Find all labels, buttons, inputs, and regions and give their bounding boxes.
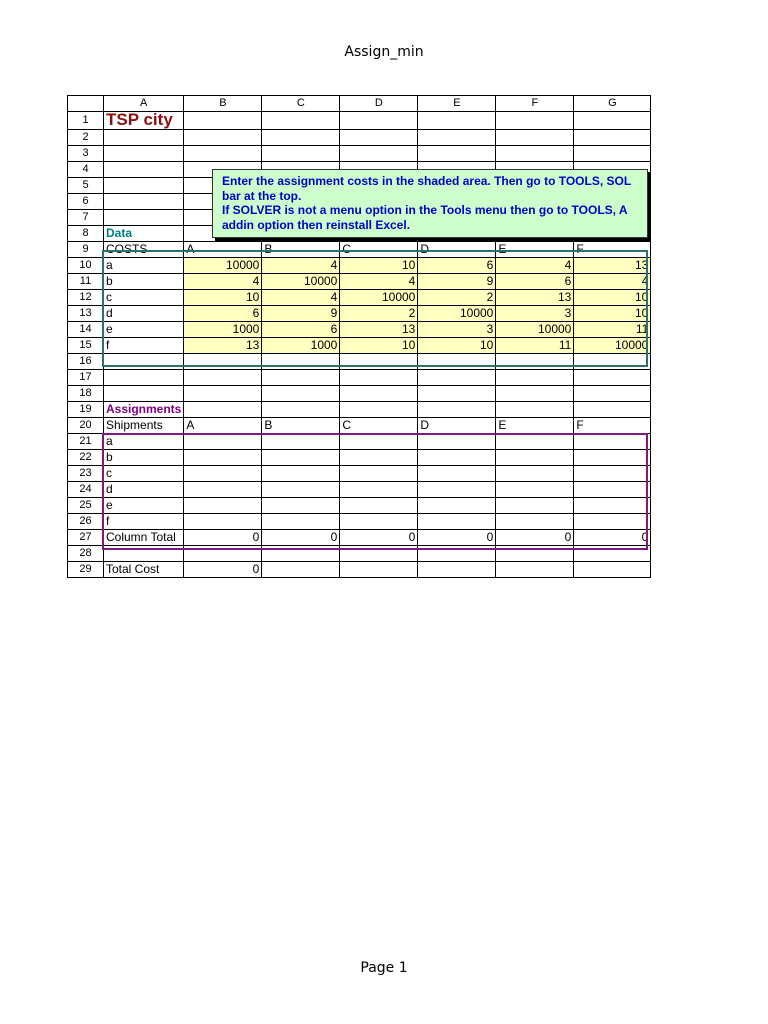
cell[interactable] [104, 162, 184, 178]
cell[interactable] [262, 546, 340, 562]
cost-value-cell[interactable]: 6 [418, 258, 496, 274]
cost-value-cell[interactable]: 13 [340, 322, 418, 338]
cost-value-cell[interactable]: 3 [418, 322, 496, 338]
cell[interactable] [496, 354, 574, 370]
row-header: 23 [68, 466, 104, 482]
cell[interactable] [574, 466, 651, 482]
cell-a1[interactable] [104, 112, 184, 130]
spreadsheet-grid [67, 95, 651, 578]
table-row [68, 498, 651, 514]
row-header: 4 [68, 162, 104, 178]
total-cost-label[interactable]: Total Cost [104, 562, 184, 578]
assignment-column-label[interactable]: B [262, 418, 340, 434]
cell[interactable] [184, 354, 262, 370]
cell[interactable] [184, 130, 262, 146]
row-header: 22 [68, 450, 104, 466]
cell[interactable] [418, 562, 496, 578]
cell[interactable] [574, 402, 651, 418]
cell[interactable] [262, 386, 340, 402]
assignment-column-label[interactable]: E [496, 418, 574, 434]
cell[interactable] [262, 354, 340, 370]
row-header: 27 [68, 530, 104, 546]
cell[interactable] [104, 546, 184, 562]
cell[interactable] [574, 370, 651, 386]
column-header: E [418, 96, 496, 112]
cost-value-cell[interactable]: 10000 [496, 322, 574, 338]
cell[interactable] [184, 146, 262, 162]
cost-value-cell[interactable]: 4 [262, 290, 340, 306]
cost-row-label[interactable]: f [104, 338, 184, 354]
column-total-value[interactable]: 0 [340, 530, 418, 546]
table-row [68, 386, 651, 402]
cell[interactable] [418, 546, 496, 562]
column-header: G [574, 96, 651, 112]
cell[interactable] [574, 482, 651, 498]
cost-value-cell[interactable]: 10000 [574, 338, 651, 354]
cost-value-cell[interactable]: 4 [184, 274, 262, 290]
row-header: 21 [68, 434, 104, 450]
cell[interactable] [184, 482, 262, 498]
cell[interactable] [262, 112, 340, 130]
row-header: 28 [68, 546, 104, 562]
table-row [68, 146, 651, 162]
shipments-label[interactable]: Shipments [104, 418, 184, 434]
row-header: 8 [68, 226, 104, 242]
cell[interactable] [340, 386, 418, 402]
cell[interactable] [496, 466, 574, 482]
cell[interactable] [184, 514, 262, 530]
cost-value-cell[interactable]: 11 [574, 322, 651, 338]
row-header: 29 [68, 562, 104, 578]
cell[interactable] [340, 482, 418, 498]
cell[interactable] [574, 354, 651, 370]
cell[interactable] [418, 386, 496, 402]
row-header: 2 [68, 130, 104, 146]
costs-label[interactable]: COSTS [104, 242, 184, 258]
cost-column-label[interactable]: E [496, 242, 574, 258]
row-header: 19 [68, 402, 104, 418]
cell[interactable] [418, 514, 496, 530]
cost-value-cell[interactable]: 10000 [184, 258, 262, 274]
cell[interactable] [574, 514, 651, 530]
cell[interactable] [184, 450, 262, 466]
total-cost-value[interactable]: 0 [184, 562, 262, 578]
cost-value-cell[interactable]: 13 [574, 258, 651, 274]
cell[interactable] [262, 146, 340, 162]
cell[interactable] [574, 562, 651, 578]
cost-value-cell[interactable]: 13 [184, 338, 262, 354]
row-header: 14 [68, 322, 104, 338]
table-row [68, 112, 651, 130]
column-header: C [262, 96, 340, 112]
cell[interactable] [340, 498, 418, 514]
table-row [68, 258, 651, 274]
cost-value-cell[interactable]: 13 [496, 290, 574, 306]
table-row [68, 242, 651, 258]
cell[interactable] [262, 434, 340, 450]
cell[interactable] [104, 386, 184, 402]
table-row [68, 562, 651, 578]
cell[interactable] [340, 370, 418, 386]
data-section-label: Data [106, 226, 133, 240]
cell[interactable] [574, 146, 651, 162]
table-row [68, 450, 651, 466]
cell[interactable] [496, 434, 574, 450]
assignment-row-label[interactable]: b [104, 450, 184, 466]
cell[interactable] [340, 450, 418, 466]
cell[interactable] [418, 466, 496, 482]
cell[interactable] [184, 498, 262, 514]
cell[interactable] [262, 450, 340, 466]
cost-row-label[interactable]: e [104, 322, 184, 338]
cost-value-cell[interactable]: 10000 [340, 290, 418, 306]
table-row [68, 130, 651, 146]
cell[interactable] [574, 130, 651, 146]
assignment-row-label[interactable]: a [104, 434, 184, 450]
cell[interactable] [104, 370, 184, 386]
cell[interactable] [104, 354, 184, 370]
cost-value-cell[interactable]: 10 [340, 338, 418, 354]
cost-value-cell[interactable]: 2 [418, 290, 496, 306]
table-row [68, 322, 651, 338]
cost-value-cell[interactable]: 4 [574, 274, 651, 290]
cost-value-cell[interactable]: 4 [496, 258, 574, 274]
cell[interactable] [574, 434, 651, 450]
column-header: F [496, 96, 574, 112]
row-header: 1 [68, 112, 104, 130]
cell[interactable] [574, 498, 651, 514]
cell[interactable] [574, 112, 651, 130]
cell[interactable] [262, 466, 340, 482]
assignment-column-label[interactable]: D [418, 418, 496, 434]
cell[interactable] [104, 178, 184, 194]
table-row [68, 290, 651, 306]
cell[interactable] [340, 130, 418, 146]
row-header: 24 [68, 482, 104, 498]
cell[interactable] [496, 386, 574, 402]
table-row [68, 466, 651, 482]
assignment-row-label[interactable]: d [104, 482, 184, 498]
cost-value-cell[interactable]: 4 [262, 258, 340, 274]
row-header: 13 [68, 306, 104, 322]
cell[interactable] [184, 112, 262, 130]
row-header: 7 [68, 210, 104, 226]
cost-row-label[interactable]: a [104, 258, 184, 274]
column-total-value[interactable]: 0 [184, 530, 262, 546]
cost-value-cell[interactable]: 1000 [262, 338, 340, 354]
cell[interactable] [418, 130, 496, 146]
note-line: If SOLVER is not a menu option in the Tools menu then go to TOOLS, A [222, 203, 628, 217]
cell[interactable] [418, 482, 496, 498]
cell[interactable] [418, 402, 496, 418]
cell[interactable] [104, 130, 184, 146]
cell[interactable] [496, 514, 574, 530]
assignments-section-label: Assignments [106, 402, 182, 416]
column-header: B [184, 96, 262, 112]
row-header: 6 [68, 194, 104, 210]
cost-column-label[interactable]: B [262, 242, 340, 258]
column-total-value[interactable]: 0 [418, 530, 496, 546]
cell[interactable] [418, 146, 496, 162]
assignment-column-label[interactable]: F [574, 418, 651, 434]
cell[interactable] [340, 466, 418, 482]
row-header: 15 [68, 338, 104, 354]
cell[interactable] [496, 450, 574, 466]
cell[interactable] [574, 386, 651, 402]
cell[interactable] [184, 402, 262, 418]
page-number: Page 1 [360, 960, 408, 976]
column-total-value[interactable]: 0 [574, 530, 651, 546]
cell[interactable] [496, 370, 574, 386]
row-header: 10 [68, 258, 104, 274]
cell[interactable] [496, 402, 574, 418]
cost-value-cell[interactable]: 10 [574, 306, 651, 322]
cell[interactable] [184, 434, 262, 450]
cost-column-label[interactable]: A [184, 242, 262, 258]
cell[interactable] [496, 498, 574, 514]
cost-value-cell[interactable]: 10000 [418, 306, 496, 322]
cell[interactable] [104, 194, 184, 210]
cost-value-cell[interactable]: 1000 [184, 322, 262, 338]
cell[interactable] [496, 112, 574, 130]
column-header: D [340, 96, 418, 112]
cell-a8[interactable] [104, 226, 184, 242]
cost-value-cell[interactable]: 6 [262, 322, 340, 338]
cell[interactable] [104, 210, 184, 226]
row-header: 25 [68, 498, 104, 514]
cost-column-label[interactable]: F [574, 242, 651, 258]
cell[interactable] [496, 482, 574, 498]
cell[interactable] [340, 546, 418, 562]
cell[interactable] [574, 450, 651, 466]
sheet-name: Assign_min [344, 44, 424, 60]
cell[interactable] [418, 498, 496, 514]
cell[interactable] [262, 130, 340, 146]
cell[interactable] [418, 434, 496, 450]
cost-value-cell[interactable]: 10 [340, 258, 418, 274]
cost-value-cell[interactable]: 6 [496, 274, 574, 290]
cost-value-cell[interactable]: 10 [574, 290, 651, 306]
cost-row-label[interactable]: b [104, 274, 184, 290]
row-header: 26 [68, 514, 104, 530]
sheet-title: TSP city [106, 110, 173, 129]
cell[interactable] [496, 546, 574, 562]
cell[interactable] [418, 450, 496, 466]
cost-row-label[interactable]: d [104, 306, 184, 322]
row-header: 16 [68, 354, 104, 370]
cell[interactable] [340, 112, 418, 130]
cell[interactable] [496, 146, 574, 162]
table-row [68, 418, 651, 434]
cell[interactable] [340, 562, 418, 578]
cell[interactable] [262, 482, 340, 498]
row-header: 5 [68, 178, 104, 194]
cell[interactable] [418, 112, 496, 130]
cost-value-cell[interactable]: 9 [418, 274, 496, 290]
note-line: addin option then reinstall Excel. [222, 217, 411, 232]
cost-value-cell[interactable]: 10 [184, 290, 262, 306]
cell[interactable] [340, 146, 418, 162]
cell-a19[interactable] [104, 402, 184, 418]
cost-column-label[interactable]: C [340, 242, 418, 258]
instruction-note [212, 169, 648, 238]
cell[interactable] [340, 514, 418, 530]
table-row [68, 402, 651, 418]
cost-row-label[interactable]: c [104, 290, 184, 306]
cell[interactable] [574, 546, 651, 562]
cell[interactable] [340, 434, 418, 450]
cell[interactable] [418, 370, 496, 386]
note-line: Enter the assignment costs in the shaded area. Then go to TOOLS, SOL [222, 174, 632, 188]
assignment-column-label[interactable]: C [340, 418, 418, 434]
cell[interactable] [496, 130, 574, 146]
column-total-value[interactable]: 0 [262, 530, 340, 546]
cost-value-cell[interactable]: 10000 [262, 274, 340, 290]
cost-column-label[interactable]: D [418, 242, 496, 258]
column-total-value[interactable]: 0 [496, 530, 574, 546]
table-row [68, 338, 651, 354]
table-row [68, 434, 651, 450]
table-row [68, 514, 651, 530]
cell[interactable] [262, 514, 340, 530]
row-header: 20 [68, 418, 104, 434]
table-row [68, 370, 651, 386]
row-header: 17 [68, 370, 104, 386]
cost-value-cell[interactable]: 9 [262, 306, 340, 322]
table-row [68, 482, 651, 498]
assignment-row-label[interactable]: f [104, 514, 184, 530]
row-header: 3 [68, 146, 104, 162]
assignment-row-label[interactable]: c [104, 466, 184, 482]
cell[interactable] [262, 370, 340, 386]
corner-cell [68, 96, 104, 112]
cell[interactable] [340, 402, 418, 418]
cell[interactable] [184, 546, 262, 562]
cost-value-cell[interactable]: 4 [340, 274, 418, 290]
table-row [68, 354, 651, 370]
cell[interactable] [184, 370, 262, 386]
table-row [68, 306, 651, 322]
cost-value-cell[interactable]: 6 [184, 306, 262, 322]
table-row [68, 274, 651, 290]
assignment-column-label[interactable]: A [184, 418, 262, 434]
row-header: 11 [68, 274, 104, 290]
cell[interactable] [262, 562, 340, 578]
row-header: 9 [68, 242, 104, 258]
cost-value-cell[interactable]: 3 [496, 306, 574, 322]
note-line: bar at the top. [222, 188, 302, 203]
row-header: 18 [68, 386, 104, 402]
cell[interactable] [340, 354, 418, 370]
cell[interactable] [418, 354, 496, 370]
cell[interactable] [184, 386, 262, 402]
cell[interactable] [262, 402, 340, 418]
cost-value-cell[interactable]: 10 [418, 338, 496, 354]
cost-value-cell[interactable]: 11 [496, 338, 574, 354]
column-total-label[interactable]: Column Total [104, 530, 184, 546]
assignment-row-label[interactable]: e [104, 498, 184, 514]
cell[interactable] [184, 466, 262, 482]
cell[interactable] [496, 562, 574, 578]
column-header: A [104, 96, 184, 112]
table-row [68, 530, 651, 546]
cell[interactable] [104, 146, 184, 162]
cell[interactable] [262, 498, 340, 514]
table-row [68, 546, 651, 562]
cost-value-cell[interactable]: 2 [340, 306, 418, 322]
row-header: 12 [68, 290, 104, 306]
